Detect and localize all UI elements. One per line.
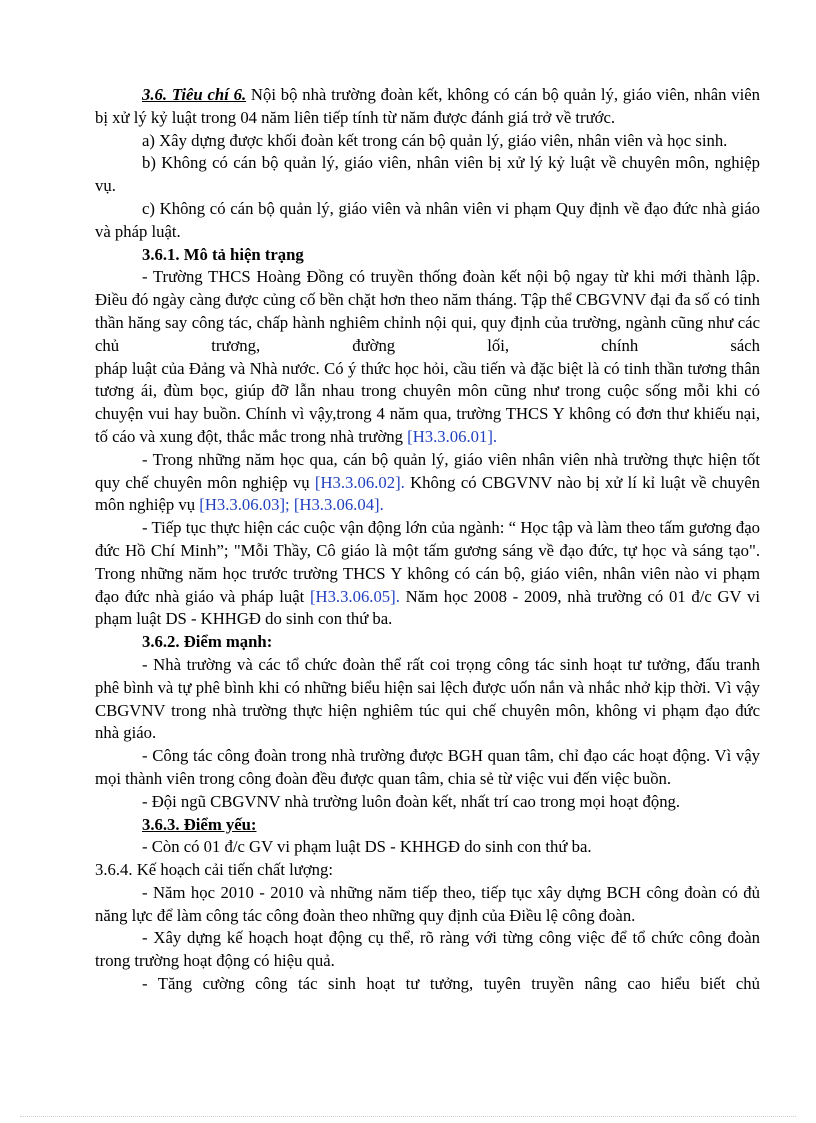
section-361-paragraph-3b-text: Năm học 2008 - 2009, nhà trường có 01 đ/c GV vi phạm luật DS - KHHGĐ do sinh con thứ ba. [95, 586, 760, 629]
criterion-text: Nội bộ nhà trường đoàn kết, không có cán bộ quản lý, giáo viên, nhân viên bị xử lý kỷ luật trong 04 năm liên tiếp tính từ năm được đánh giá trở về trước. [95, 85, 760, 127]
section-362-paragraph-3: - Đội ngũ CBGVNV nhà trường luôn đoàn kết, nhất trí cao trong mọi hoạt động. [142, 791, 681, 811]
section-362-paragraph-1: - Nhà trường và các tổ chức đoàn thể rất coi trọng công tác sinh hoạt tư tưởng, đấu tranh phê bình và tự phê bình khi có những biểu hiện sai lệch được uốn nắn và nhắc nhở kịp thời. Vì vậy CBGVNV trong nhà trường thực hiện nghiêm túc qui chế chuyên môn, không vi phạm đạo đức nhà giáo. [95, 654, 760, 743]
section-362-paragraph-2: - Công tác công đoàn trong nhà trường được BGH quan tâm, chỉ đạo các hoạt động. Vì vậy mọi thành viên trong công đoàn đều được quan tâm, chia sẻ từ việc vui đến việc buồn. [95, 746, 760, 788]
section-361-heading: 3.6.1. Mô tả hiện trạng [142, 244, 304, 264]
evidence-ref-4: [H3.3.06.05]. [309, 586, 400, 606]
section-361-paragraph-3 [95, 517, 760, 631]
section-361-paragraph-2a-text: - Trong những năm học qua, cán bộ quản lý, giáo viên nhân viên nhà trường thực hiện tốt quy chế chuyên môn nghiệp vụ [95, 449, 760, 492]
criterion-label: 3.6. Tiêu chí 6. [142, 85, 247, 104]
criterion-paragraph [95, 84, 760, 130]
evidence-ref-2: [H3.3.06.02]. [314, 472, 405, 492]
section-361-paragraph-3a-text: - Tiếp tục thực hiện các cuộc vận động lớn của ngành: “ Học tập và làm theo tấm gương đạo đức Hồ Chí Minh”; "Mỗi Thầy, Cô giáo là một tấm gương sáng về đạo đức, tự học và sáng tạo". Trong những năm học trước trường THCS Y không có cán bộ, giáo viên, nhân viên nào vi phạm đạo đức nhà giáo và pháp luật [95, 518, 760, 606]
page-bottom-divider [20, 1116, 796, 1117]
criterion-item-b: b) Không có cán bộ quản lý, giáo viên, nhân viên bị xử lý kỷ luật về chuyên môn, nghiệp vụ. [95, 153, 760, 196]
criterion-item-a: a) Xây dựng được khối đoàn kết trong cán bộ quản lý, giáo viên, nhân viên và học sinh. [142, 130, 728, 150]
document-page [95, 84, 760, 996]
evidence-ref-1: [H3.3.06.01]. [407, 426, 498, 446]
section-361-paragraph-1b [95, 358, 760, 449]
criterion-item-c: c) Không có cán bộ quản lý, giáo viên và nhân viên vi phạm Quy định về đạo đức nhà giáo và pháp luật. [95, 198, 760, 241]
section-361-paragraph-1a: - Trường THCS Hoàng Đồng có truyền thống đoàn kết nội bộ ngay từ khi mới thành lập. Điều đó ngày càng được củng cố bền chặt hơn theo năm tháng. Tập thể CBGVNV đại đa số có tinh thần hăng say công tác, chấp hành nghiêm chỉnh nội qui, quy định của trường, ngành cũng như các chủ trương, đường lối, chính sách [95, 267, 760, 355]
section-363-paragraph-1: - Còn có 01 đ/c GV vi phạm luật DS - KHHGĐ do sinh con thứ ba. [142, 837, 592, 857]
section-364-paragraph-3: - Tăng cường công tác sinh hoạt tư tưởng, tuyên truyền nâng cao hiểu biết chủ [142, 974, 760, 994]
section-364-heading: 3.6.4. Kế hoạch cải tiến chất lượng: [95, 860, 333, 880]
section-361-paragraph-2b-text: Không có CBGVNV nào bị xử lí kỉ luật về chuyên môn nghiệp vụ [95, 472, 760, 515]
evidence-ref-3: [H3.3.06.03]; [H3.3.06.04]. [199, 495, 384, 515]
section-364-paragraph-2: - Xây dựng kế hoạch hoạt động cụ thể, rõ ràng với từng công việc để tổ chức công đoàn trong trường hoạt động có hiệu quả. [95, 928, 760, 971]
section-361-paragraph-1b-text: pháp luật của Đảng và Nhà nước. Có ý thức học hỏi, cầu tiến và đặc biệt là có tinh thần tương thân tương ái, đùm bọc, giúp đỡ lẫn nhau trong chuyên môn cũng như trong cuộc sống mỗi khi có chuyện vui hay buồn. Chính vì vậy,trong 4 năm qua, trường THCS Y không có đơn thư khiếu nại, tố cáo và xung đột, thắc mắc trong nhà trường [95, 358, 760, 446]
section-363-heading-line [95, 814, 760, 837]
section-362-heading: 3.6.2. Điểm mạnh: [142, 632, 273, 652]
section-364-paragraph-1: - Năm học 2010 - 2010 và những năm tiếp theo, tiếp tục xây dựng BCH công đoàn có đủ năng lực để làm công tác công đoàn theo những quy định của Điều lệ công đoàn. [95, 882, 760, 925]
section-363-heading: 3.6.3. Điểm yếu: [142, 814, 257, 834]
section-361-paragraph-2 [95, 449, 760, 517]
